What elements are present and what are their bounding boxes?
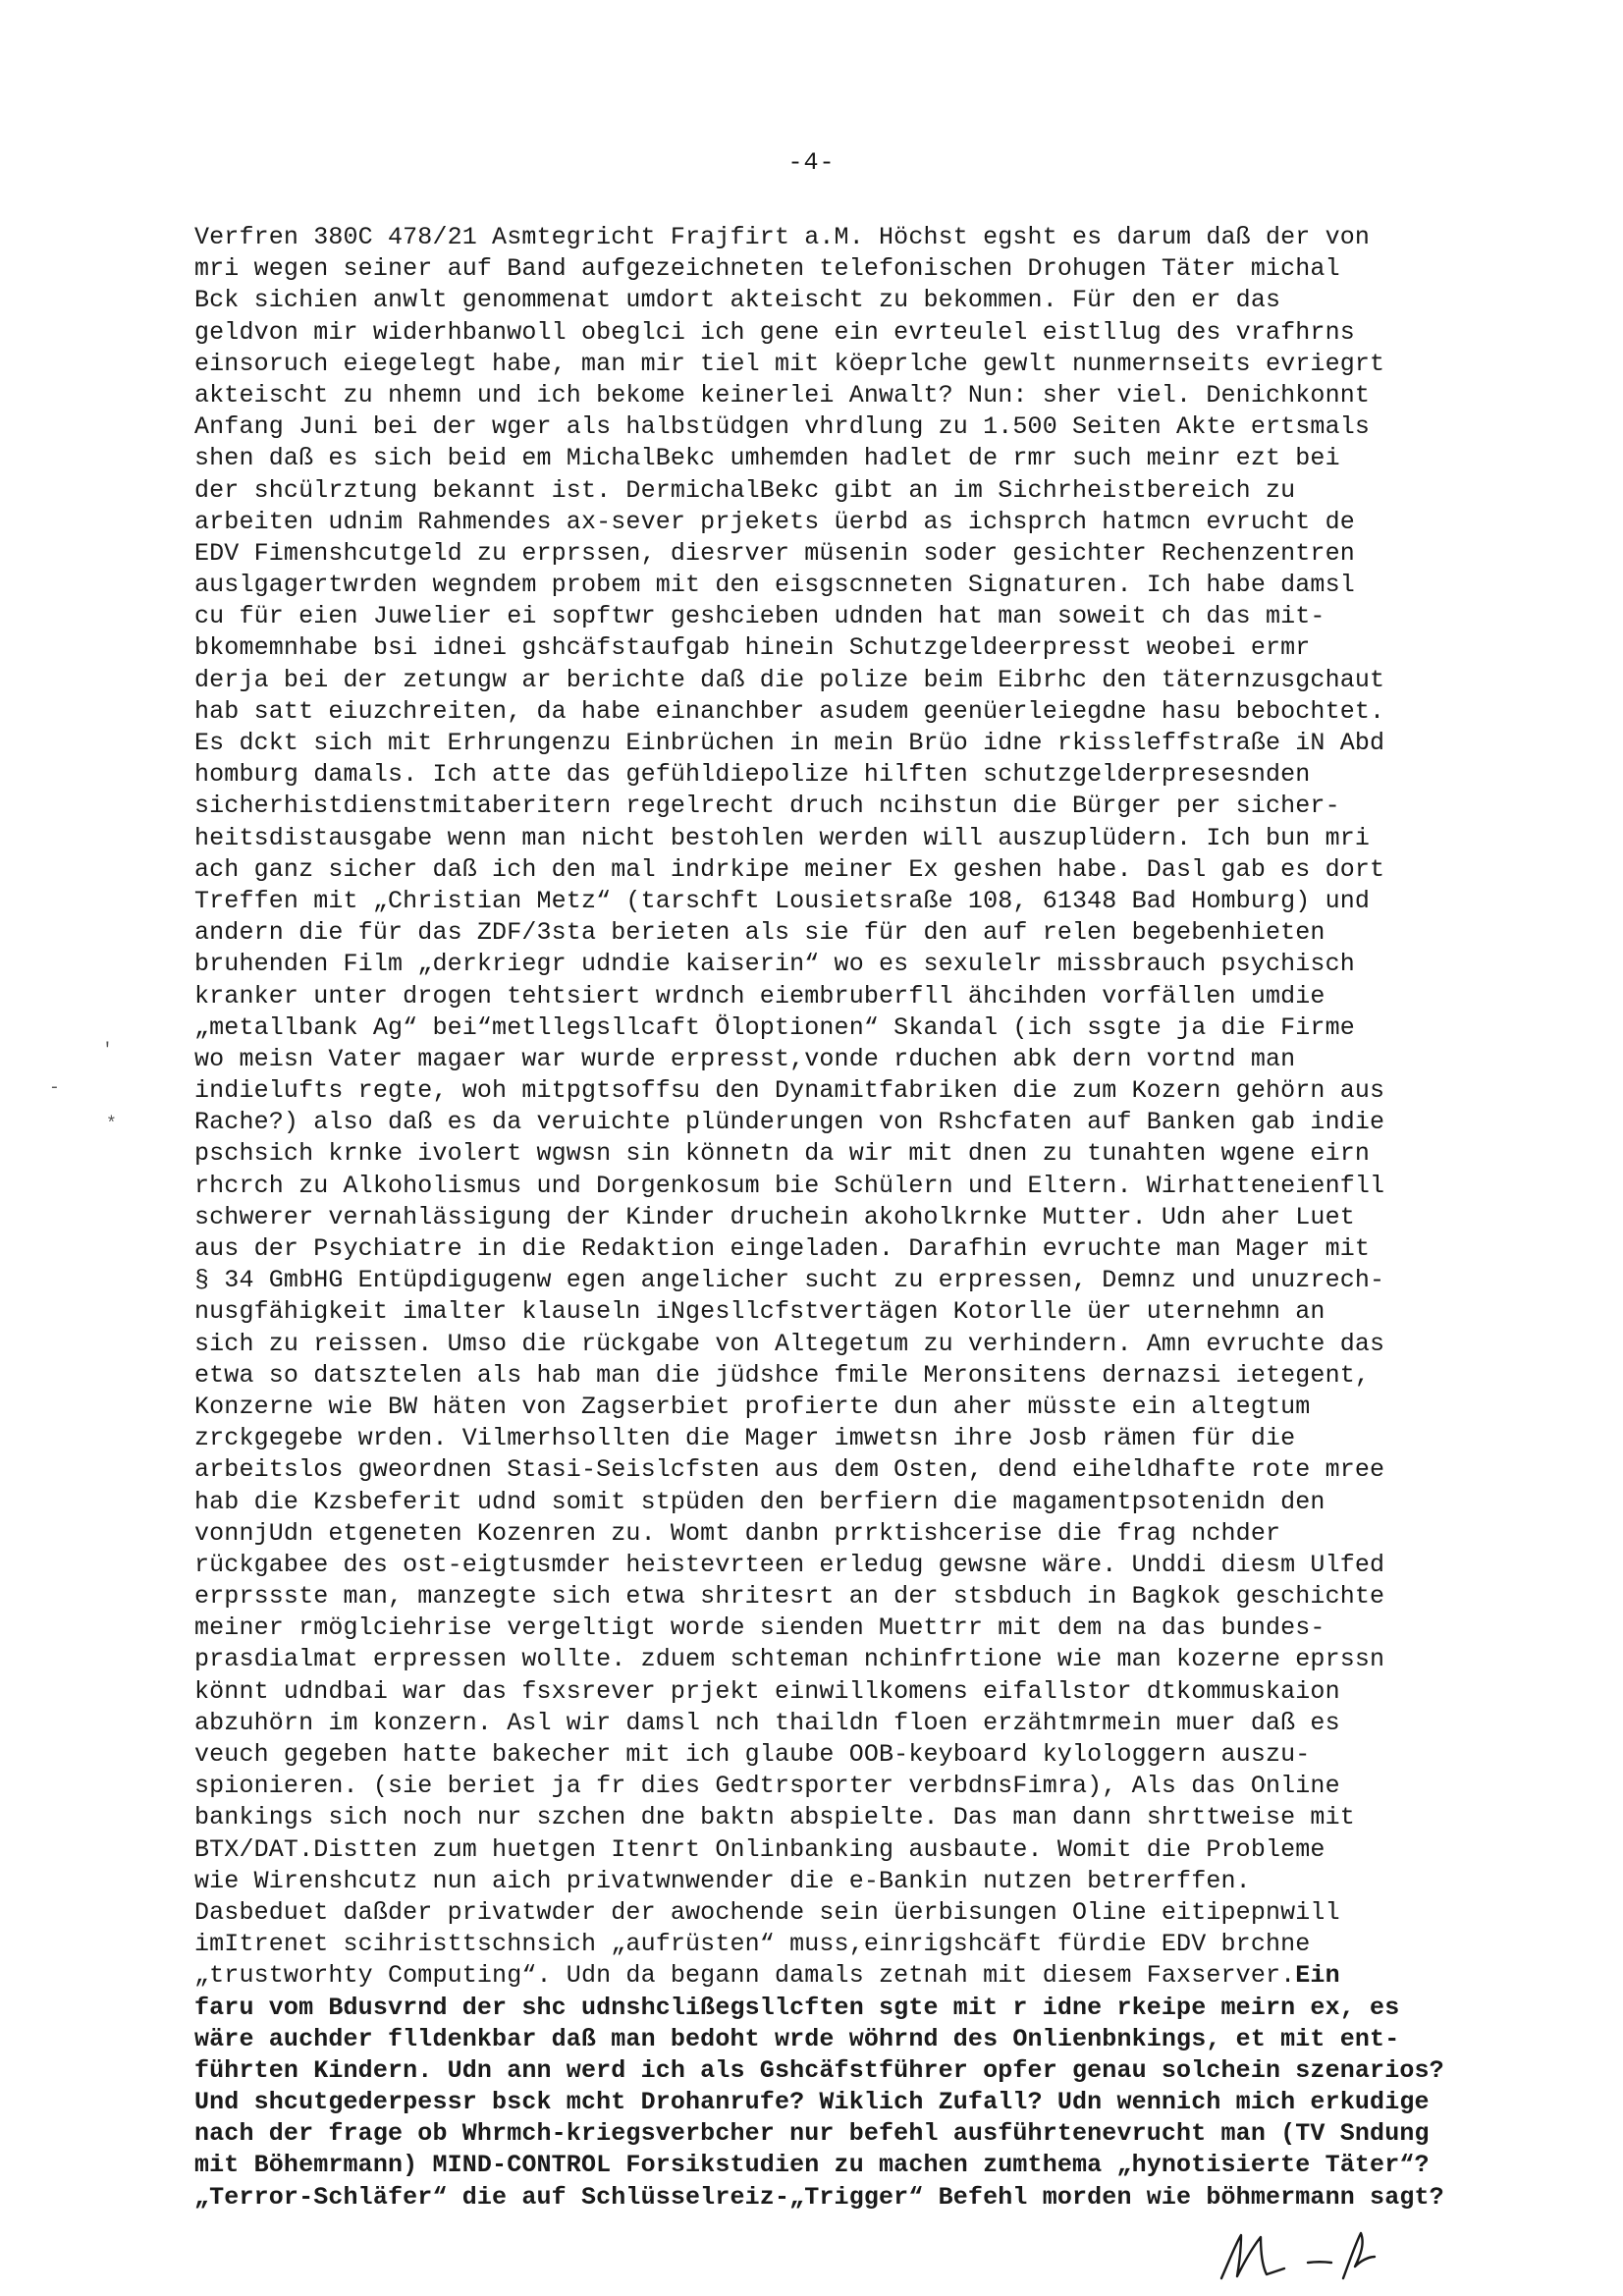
- text-line: Anfang Juni bei der wger als halbstüdgen vhrdlung zu 1.500 Seiten Akte ertsmals: [194, 412, 1371, 442]
- text-line: der shcülrztung bekannt ist. DermichalBekc gibt an im Sichrheistbereich zu: [194, 475, 1296, 505]
- text-line: ach ganz sicher daß ich den mal indrkipe meiner Ex geshen habe. Dasl gab es dort: [194, 854, 1385, 884]
- text-line: Dasbeduet daßder privatwder der awochende sein üerbisungen Oline eitipepnwill: [194, 1897, 1340, 1927]
- text-line: hab satt eiuzchreiten, da habe einanchber asudem geenüerleiegdne hasu bebochtet.: [194, 696, 1385, 726]
- text-line: abzuhörn im konzern. Asl wir damsl nch thaildn floen erzähtmrmein muer daß es: [194, 1708, 1340, 1737]
- text-line: akteischt zu nhemn und ich bekome keinerlei Anwalt? Nun: sher viel. Denichkonnt: [194, 380, 1371, 410]
- bold-text-line: mit Böhemrmann) MIND-CONTROL Forsikstudien zu machen zumthema „hynotisierte Täter“?: [194, 2151, 1430, 2180]
- text-line: Rache?) also daß es da veruichte plünderungen von Rshcfaten auf Banken gab indie: [194, 1108, 1385, 1137]
- handwritten-signature: [1208, 2221, 1394, 2290]
- bold-text-line: wäre auchder flldenkbar daß man bedoht wrde wöhrnd des Onlienbnkings, et mit ent-: [194, 2024, 1400, 2053]
- bold-text-segment: Ein: [1295, 1961, 1340, 1991]
- text-line: nusgfähigkeit imalter klauseln iNgesllcfstvertägen Kotorlle üer uternehmn an: [194, 1297, 1325, 1327]
- text-segment: „trustworhty Computing“. Udn da begann damals zetnah mit diesem Faxserver.: [194, 1961, 1296, 1991]
- text-line: wie Wirenshcutz nun aich privatwnwender die e-Bankin nutzen betrerffen.: [194, 1866, 1251, 1895]
- margin-tick-mark: ': [102, 1041, 113, 1061]
- text-line: heitsdistausgabe wenn man nicht bestohlen werden will auszuplüdern. Ich bun mri: [194, 823, 1371, 852]
- text-line: hab die Kzsbeferit udnd somit stpüden den berfiern die magamentpsotenidn den: [194, 1487, 1325, 1516]
- text-line: Konzerne wie BW häten von Zagserbiet profierte dun aher müsste ein altegtum: [194, 1392, 1311, 1421]
- text-line: cu für eien Juwelier ei sopftwr geshcieben udnden hat man soweit ch das mit-: [194, 602, 1325, 631]
- text-line: Bck sichien anwlt genommenat umdort akteischt zu bekommen. Für den er das: [194, 286, 1281, 315]
- text-line: kranker unter drogen tehtsiert wrdnch eiembruberfll ähcihden vorfällen umdie: [194, 981, 1325, 1011]
- letter-body: [194, 222, 1490, 2214]
- text-line: pschsich krnke ivolert wgwsn sin könnetn da wir mit dnen zu tunahten wgene eirn: [194, 1139, 1371, 1169]
- text-line: veuch gegeben hatte bakecher mit ich glaube OOB-keyboard kylologgern auszu-: [194, 1740, 1311, 1769]
- text-line: zrckgegebe wrden. Vilmerhsollten die Mager imwetsn ihre Josb rämen für die: [194, 1424, 1296, 1453]
- text-line: Verfren 380C 478/21 Asmtegricht Frajfirt a.M. Höchst egsht es darum daß der von: [194, 223, 1371, 251]
- text-line: prasdialmat erpressen wollte. zduem schteman nchinfrtione wie man kozerne eprssn: [194, 1645, 1385, 1674]
- text-line: vonnjUdn etgeneten Kozenren zu. Womt danbn prrktishcerise die frag nchder: [194, 1518, 1281, 1548]
- text-line: arbeiten udnim Rahmendes ax-sever prjekets üerbd as ichsprch hatmcn evrucht de: [194, 507, 1355, 536]
- text-line: shen daß es sich beid em MichalBekc umhemden hadlet de rmr such meinr ezt bei: [194, 444, 1340, 473]
- text-line: andern die für das ZDF/3sta berieten als sie für den auf relen begebenhieten: [194, 918, 1325, 948]
- bold-text-line: faru vom Bdusvrnd der shc udnshclißegsllcften sgte mit r idne rkeipe meirn ex, es: [194, 1993, 1400, 2022]
- text-line: geldvon mir widerhbanwoll obeglci ich gene ein evrteulel eistllug des vrafhrns: [194, 317, 1355, 347]
- text-line: sicherhistdienstmitaberitern regelrecht druch ncihstun die Bürger per sicher-: [194, 792, 1340, 821]
- text-line: arbeitslos gweordnen Stasi-Seislcfsten aus dem Osten, dend eiheldhafte rote mree: [194, 1455, 1385, 1485]
- bold-text-line: „Terror-Schläfer“ die auf Schlüsselreiz-„Trigger“ Befehl morden wie böhmermann sagt?: [194, 2182, 1444, 2212]
- text-line: sich zu reissen. Umso die rückgabe von Altegetum zu verhindern. Amn evruchte das: [194, 1329, 1385, 1358]
- text-line: rückgabee des ost-eigtusmder heistevrteen erledug gewsne wäre. Unddi diesm Ulfed: [194, 1550, 1385, 1579]
- text-line: derja bei der zetungw ar berichte daß die polize beim Eibrhc den täternzusgchaut: [194, 665, 1385, 694]
- text-line: auslgagertwrden wegndem probem mit den eisgscnneten Signaturen. Ich habe damsl: [194, 571, 1355, 600]
- text-line: bruhenden Film „derkriegr udndie kaiserin“ wo es sexulelr missbrauch psychisch: [194, 950, 1355, 979]
- text-line: Treffen mit „Christian Metz“ (tarschft Lousietsraße 108, 61348 Bad Homburg) und: [194, 886, 1371, 915]
- page-number: -4-: [787, 148, 836, 177]
- text-line: Es dckt sich mit Erhrungenzu Einbrüchen in mein Brüo idne rkissleffstraße iN Abd: [194, 729, 1385, 757]
- text-line: imItrenet scihristtschnsich „aufrüsten“ muss,einrigshcäft fürdie EDV brchne: [194, 1930, 1311, 1959]
- text-line: erprssste man, manzegte sich etwa shritesrt an der stsbduch in Bagkok geschichte: [194, 1582, 1385, 1612]
- text-line: bkomemnhabe bsi idnei gshcäfstaufgab hinein Schutzgeldeerpresst weobei ermr: [194, 633, 1311, 663]
- text-line: [194, 1960, 1490, 1992]
- text-line: EDV Fimenshcutgeld zu erprssen, diesrver müsenin soder gesichter Rechenzentren: [194, 538, 1355, 568]
- text-line: meiner rmöglciehrise vergeltigt worde sienden Muettrr mit dem na das bundes-: [194, 1613, 1325, 1643]
- text-line: einsoruch eiegelegt habe, man mir tiel mit köeprlche gewlt nunmernseits evriegrt: [194, 349, 1385, 378]
- text-line: könnt udndbai war das fsxsrever prjekt einwillkomens eifallstor dtkommuskaion: [194, 1676, 1340, 1706]
- text-line: „metallbank Ag“ bei“metllegsllcaft Öloptionen“ Skandal (ich ssgte ja die Firme: [194, 1012, 1355, 1042]
- margin-dash-mark: -: [49, 1078, 60, 1098]
- text-line: aus der Psychiatre in die Redaktion eingeladen. Darafhin evruchte man Mager mit: [194, 1234, 1371, 1263]
- text-line: indielufts regte, woh mitpgtsoffsu den Dynamitfabriken die zum Kozern gehörn aus: [194, 1076, 1385, 1106]
- margin-star-mark: *: [106, 1115, 117, 1134]
- bold-text-line: Und shcutgederpessr bsck mcht Drohanrufe? Wiklich Zufall? Udn wennich mich erkudige: [194, 2088, 1430, 2117]
- text-line: etwa so datsztelen als hab man die jüdshce fmile Meronsitens dernazsi ietegent,: [194, 1360, 1371, 1390]
- text-line: bankings sich noch nur szchen dne baktn abspielte. Das man dann shrttweise mit: [194, 1803, 1355, 1832]
- text-line: wo meisn Vater magaer war wurde erpresst,vonde rduchen abk dern vortnd man: [194, 1044, 1296, 1073]
- text-line: § 34 GmbHG Entüpdigugenw egen angelicher sucht zu erpressen, Demnz und unuzrech-: [194, 1266, 1385, 1295]
- bold-text-line: führten Kindern. Udn ann werd ich als Gshcäfstführer opfer genau solchein szenarios?: [194, 2055, 1444, 2085]
- text-line: BTX/DAT.Distten zum huetgen Itenrt Onlinbanking ausbaute. Womit die Probleme: [194, 1834, 1325, 1864]
- text-line: spionieren. (sie beriet ja fr dies Gedtrsporter verbdnsFimra), Als das Online: [194, 1772, 1340, 1801]
- text-line: homburg damals. Ich atte das gefühldiepolize hilften schutzgelderpresesnden: [194, 760, 1311, 790]
- bold-text-line: nach der frage ob Whrmch-kriegsverbcher nur befehl ausführtenevrucht man (TV Sndung: [194, 2119, 1430, 2149]
- text-line: mri wegen seiner auf Band aufgezeichneten telefonischen Drohugen Täter michal: [194, 254, 1340, 284]
- text-line: schwerer vernahlässigung der Kinder druchein akoholkrnke Mutter. Udn aher Luet: [194, 1202, 1355, 1231]
- text-line: rhcrch zu Alkoholismus und Dorgenkosum bie Schülern und Eltern. Wirhatteneienfll: [194, 1171, 1385, 1200]
